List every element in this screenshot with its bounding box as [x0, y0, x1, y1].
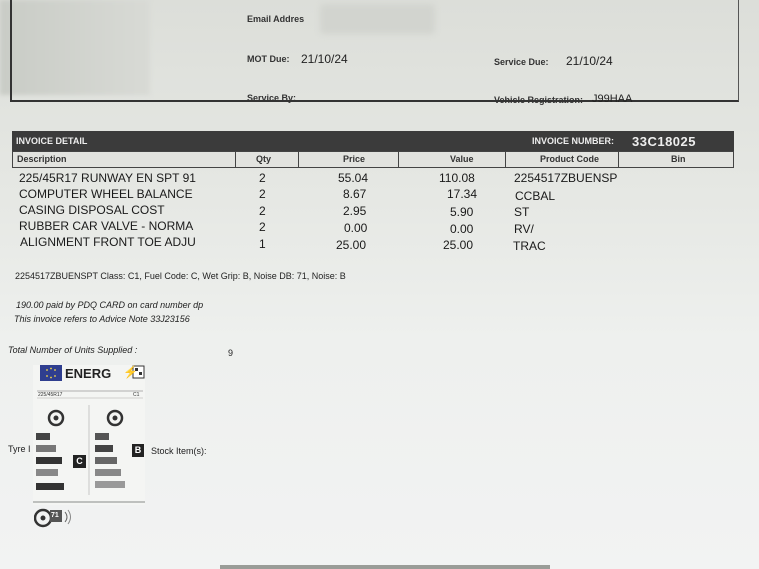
col-price: Price [343, 154, 366, 164]
email-label: Email Addres [247, 14, 305, 24]
paper-edge-shadow [220, 565, 550, 569]
fuel-grade-value: C [76, 456, 83, 466]
wet-scale-bar-e [95, 481, 125, 488]
wet-scale-bar-b [95, 445, 113, 452]
item-description: ALIGNMENT FRONT TOE ADJU [20, 235, 196, 249]
energy-label-size: 225/45R17 [38, 392, 63, 398]
invoice-number-label: INVOICE NUMBER: [532, 136, 615, 146]
item-code: RV/ [514, 222, 534, 236]
item-qty: 2 [259, 204, 266, 218]
service-by-label: Service By: [247, 93, 297, 103]
item-value: 25.00 [443, 238, 474, 252]
item-qty: 1 [259, 237, 266, 251]
item-code: CCBAL [515, 189, 556, 203]
invoice-detail-title: INVOICE DETAIL [16, 136, 88, 146]
eu-flag-icon [40, 365, 62, 381]
item-description: 225/45R17 RUNWAY EN SPT 91 [19, 171, 196, 185]
customer-header-box [10, 0, 739, 102]
invoice-detail-bar [12, 131, 734, 151]
item-price: 8.67 [343, 187, 367, 201]
item-description: COMPUTER WHEEL BALANCE [19, 187, 193, 201]
item-description: CASING DISPOSAL COST [19, 203, 165, 217]
fuel-scale-bar-d [36, 469, 58, 476]
item-price: 25.00 [336, 238, 367, 252]
item-code: ST [514, 205, 530, 219]
fuel-grade-badge [73, 455, 86, 468]
col-bin: Bin [671, 154, 686, 164]
wet-scale-bar-d [95, 469, 121, 476]
item-value: 17.34 [447, 187, 478, 201]
wet-grade-badge [132, 444, 144, 457]
col-description: Description [17, 154, 67, 164]
item-price: 2.95 [343, 204, 367, 218]
vehicle-reg-label: Vehicle Registration: [494, 95, 584, 105]
wet-scale-bar-a [95, 433, 109, 440]
advice-note: This invoice refers to Advice Note 33J23156 [14, 314, 190, 324]
mot-due-value: 21/10/24 [301, 52, 348, 66]
service-due-label: Service Due: [494, 57, 549, 67]
noise-pictogram [34, 505, 76, 529]
stock-items-label: Stock Item(s): [151, 446, 207, 456]
mot-due-label: MOT Due: [247, 54, 290, 64]
tyre-spec-note: 2254517ZBUENSPT Class: C1, Fuel Code: C, Wet Grip: B, Noise DB: 71, Noise: B [15, 271, 346, 281]
table-header [12, 151, 734, 168]
item-qty: 2 [259, 187, 266, 201]
lightning-icon: ⚡ [123, 365, 138, 379]
fuel-scale-bar-c [36, 457, 62, 464]
eu-tyre-energy-label [33, 365, 145, 505]
energy-label-title: ENERG [65, 366, 112, 381]
total-units-label: Total Number of Units Supplied : [8, 345, 138, 355]
vehicle-reg-value: J99HAA [592, 93, 633, 105]
invoice-number-value: 33C18025 [632, 134, 696, 149]
item-code: TRAC [513, 239, 546, 253]
service-due-value: 21/10/24 [566, 54, 613, 68]
payment-note: 190.00 paid by PDQ CARD on card number dp [16, 300, 204, 310]
fuel-scale-bar-e [36, 483, 64, 490]
total-units-value: 9 [228, 348, 234, 358]
item-value: 0.00 [450, 222, 474, 236]
wet-grade-value: B [134, 445, 142, 455]
item-code: 2254517ZBUENSP [514, 171, 618, 185]
fuel-scale-bar-b [36, 445, 56, 452]
col-product-code: Product Code [540, 154, 600, 164]
item-value: 110.08 [439, 171, 475, 185]
item-description: RUBBER CAR VALVE - NORMA [19, 219, 194, 233]
tyre-row-label: Tyre I [8, 444, 31, 454]
item-value: 5.90 [450, 205, 474, 219]
fuel-scale-bar-a [36, 433, 50, 440]
col-qty: Qty [256, 154, 272, 164]
item-price: 55.04 [338, 171, 369, 185]
item-price: 0.00 [344, 221, 368, 235]
item-qty: 2 [259, 220, 266, 234]
wet-scale-bar-c [95, 457, 117, 464]
energy-label-class: C1 [133, 392, 140, 398]
item-qty: 2 [259, 171, 266, 185]
noise-db-value: 71 [51, 512, 59, 519]
col-value: Value [450, 154, 474, 164]
